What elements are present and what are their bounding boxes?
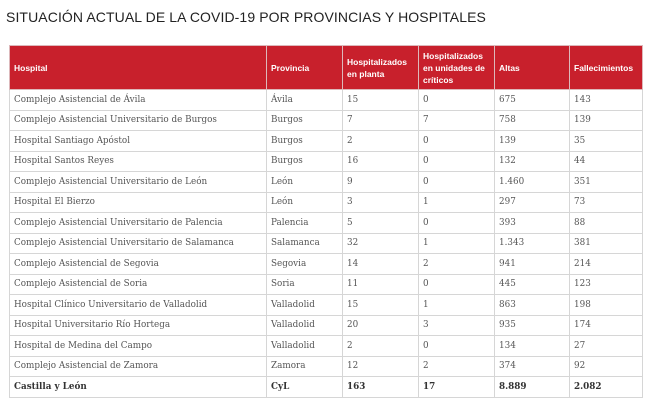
cell-provincia: León bbox=[267, 172, 343, 193]
cell-criticos: 2 bbox=[419, 254, 495, 275]
column-header-provincia: Provincia bbox=[267, 46, 343, 90]
cell-hospital: Complejo Asistencial de Zamora bbox=[10, 356, 267, 377]
cell-planta: 3 bbox=[343, 192, 419, 213]
cell-fallecimientos: 2.082 bbox=[570, 377, 643, 398]
cell-criticos: 3 bbox=[419, 315, 495, 336]
cell-planta: 163 bbox=[343, 377, 419, 398]
cell-fallecimientos: 381 bbox=[570, 233, 643, 254]
cell-provincia: Zamora bbox=[267, 356, 343, 377]
cell-hospital: Complejo Asistencial de Soria bbox=[10, 274, 267, 295]
table-row bbox=[10, 274, 643, 295]
cell-provincia: Palencia bbox=[267, 213, 343, 234]
cell-hospital: Complejo Asistencial Universitario de León bbox=[10, 172, 267, 193]
cell-altas: 134 bbox=[495, 336, 570, 357]
cell-fallecimientos: 214 bbox=[570, 254, 643, 275]
table-row bbox=[10, 192, 643, 213]
table-row bbox=[10, 315, 643, 336]
column-header-hospital: Hospital bbox=[10, 46, 267, 90]
cell-planta: 9 bbox=[343, 172, 419, 193]
cell-provincia: Valladolid bbox=[267, 336, 343, 357]
cell-criticos: 0 bbox=[419, 336, 495, 357]
table-row bbox=[10, 295, 643, 316]
cell-altas: 935 bbox=[495, 315, 570, 336]
cell-hospital: Complejo Asistencial de Ávila bbox=[10, 90, 267, 111]
cell-fallecimientos: 73 bbox=[570, 192, 643, 213]
cell-criticos: 1 bbox=[419, 233, 495, 254]
cell-hospital: Hospital Santiago Apóstol bbox=[10, 131, 267, 152]
cell-provincia: Salamanca bbox=[267, 233, 343, 254]
cell-altas: 863 bbox=[495, 295, 570, 316]
cell-criticos: 0 bbox=[419, 213, 495, 234]
cell-provincia: Valladolid bbox=[267, 295, 343, 316]
cell-criticos: 0 bbox=[419, 172, 495, 193]
cell-planta: 16 bbox=[343, 151, 419, 172]
cell-planta: 15 bbox=[343, 90, 419, 111]
cell-altas: 393 bbox=[495, 213, 570, 234]
cell-hospital: Castilla y León bbox=[10, 377, 267, 398]
cell-criticos: 2 bbox=[419, 356, 495, 377]
table-row bbox=[10, 356, 643, 377]
cell-fallecimientos: 174 bbox=[570, 315, 643, 336]
cell-altas: 297 bbox=[495, 192, 570, 213]
cell-planta: 32 bbox=[343, 233, 419, 254]
covid-hospitals-table bbox=[9, 45, 643, 398]
cell-hospital: Complejo Asistencial Universitario de Salamanca bbox=[10, 233, 267, 254]
cell-hospital: Complejo Asistencial Universitario de Burgos bbox=[10, 110, 267, 131]
table-total-row bbox=[10, 377, 643, 398]
table-row bbox=[10, 110, 643, 131]
cell-criticos: 1 bbox=[419, 295, 495, 316]
table-row bbox=[10, 151, 643, 172]
cell-planta: 2 bbox=[343, 336, 419, 357]
table-row bbox=[10, 131, 643, 152]
cell-provincia: Burgos bbox=[267, 110, 343, 131]
cell-hospital: Complejo Asistencial de Segovia bbox=[10, 254, 267, 275]
cell-fallecimientos: 92 bbox=[570, 356, 643, 377]
cell-planta: 11 bbox=[343, 274, 419, 295]
cell-hospital: Hospital de Medina del Campo bbox=[10, 336, 267, 357]
cell-hospital: Hospital El Bierzo bbox=[10, 192, 267, 213]
column-header-altas: Altas bbox=[495, 46, 570, 90]
cell-planta: 5 bbox=[343, 213, 419, 234]
cell-criticos: 0 bbox=[419, 131, 495, 152]
cell-fallecimientos: 35 bbox=[570, 131, 643, 152]
cell-fallecimientos: 351 bbox=[570, 172, 643, 193]
cell-altas: 941 bbox=[495, 254, 570, 275]
cell-altas: 758 bbox=[495, 110, 570, 131]
cell-fallecimientos: 198 bbox=[570, 295, 643, 316]
cell-fallecimientos: 88 bbox=[570, 213, 643, 234]
cell-fallecimientos: 143 bbox=[570, 90, 643, 111]
cell-altas: 139 bbox=[495, 131, 570, 152]
cell-criticos: 0 bbox=[419, 151, 495, 172]
table-row bbox=[10, 172, 643, 193]
cell-altas: 1.343 bbox=[495, 233, 570, 254]
column-header-criticos: Hospitalizados en unidades de críticos bbox=[419, 46, 495, 90]
page-title: SITUACIÓN ACTUAL DE LA COVID-19 POR PROVINCIAS Y HOSPITALES bbox=[6, 9, 486, 25]
cell-planta: 20 bbox=[343, 315, 419, 336]
cell-provincia: León bbox=[267, 192, 343, 213]
cell-criticos: 1 bbox=[419, 192, 495, 213]
cell-provincia: CyL bbox=[267, 377, 343, 398]
cell-provincia: Segovia bbox=[267, 254, 343, 275]
cell-planta: 15 bbox=[343, 295, 419, 316]
cell-hospital: Hospital Clínico Universitario de Valladolid bbox=[10, 295, 267, 316]
cell-provincia: Soria bbox=[267, 274, 343, 295]
cell-criticos: 0 bbox=[419, 90, 495, 111]
cell-fallecimientos: 139 bbox=[570, 110, 643, 131]
cell-planta: 2 bbox=[343, 131, 419, 152]
cell-altas: 675 bbox=[495, 90, 570, 111]
cell-altas: 374 bbox=[495, 356, 570, 377]
cell-altas: 1.460 bbox=[495, 172, 570, 193]
cell-hospital: Hospital Universitario Río Hortega bbox=[10, 315, 267, 336]
table-row bbox=[10, 336, 643, 357]
cell-planta: 12 bbox=[343, 356, 419, 377]
cell-altas: 445 bbox=[495, 274, 570, 295]
cell-hospital: Hospital Santos Reyes bbox=[10, 151, 267, 172]
cell-hospital: Complejo Asistencial Universitario de Palencia bbox=[10, 213, 267, 234]
table-row bbox=[10, 90, 643, 111]
cell-fallecimientos: 27 bbox=[570, 336, 643, 357]
cell-provincia: Ávila bbox=[267, 90, 343, 111]
column-header-planta: Hospitalizados en planta bbox=[343, 46, 419, 90]
cell-altas: 132 bbox=[495, 151, 570, 172]
column-header-fallecimientos: Fallecimientos bbox=[570, 46, 643, 90]
cell-fallecimientos: 44 bbox=[570, 151, 643, 172]
table-row bbox=[10, 254, 643, 275]
table-row bbox=[10, 233, 643, 254]
cell-provincia: Burgos bbox=[267, 131, 343, 152]
cell-criticos: 0 bbox=[419, 274, 495, 295]
cell-provincia: Burgos bbox=[267, 151, 343, 172]
cell-altas: 8.889 bbox=[495, 377, 570, 398]
cell-provincia: Valladolid bbox=[267, 315, 343, 336]
table-header-row bbox=[10, 46, 643, 90]
cell-fallecimientos: 123 bbox=[570, 274, 643, 295]
cell-criticos: 17 bbox=[419, 377, 495, 398]
table-row bbox=[10, 213, 643, 234]
cell-planta: 7 bbox=[343, 110, 419, 131]
cell-planta: 14 bbox=[343, 254, 419, 275]
cell-criticos: 7 bbox=[419, 110, 495, 131]
